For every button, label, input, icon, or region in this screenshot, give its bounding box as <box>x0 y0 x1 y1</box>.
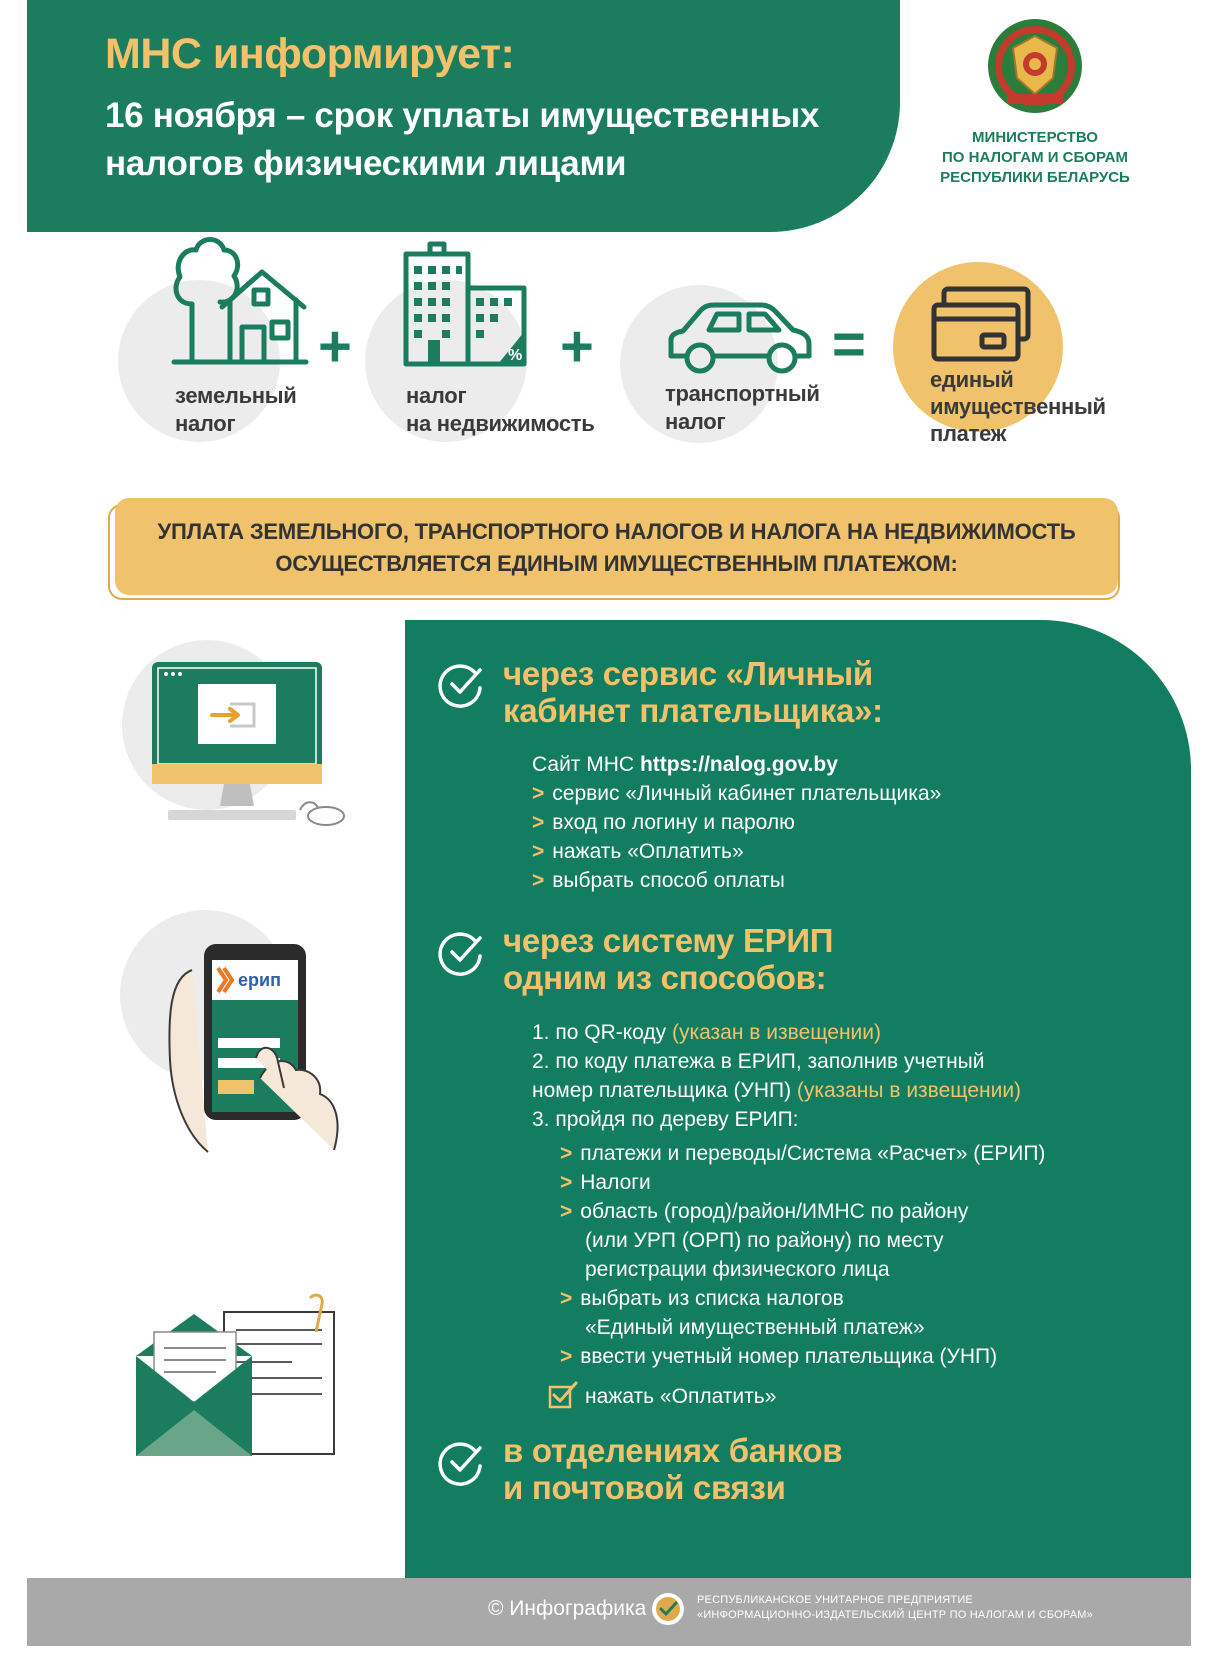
step-arrow: > <box>532 869 545 892</box>
erip-method-2-cont <box>532 1076 1021 1105</box>
footer-org-line-1: РЕСПУБЛИКАНСКОЕ УНИТАРНОЕ ПРЕДПРИЯТИЕ <box>697 1594 973 1606</box>
tree-arrow: > <box>560 1171 573 1194</box>
page-subtitle: 16 ноября – срок уплаты имущественных налогов физическими лицами <box>105 96 820 183</box>
erip-tree-text: выбрать из списка налогов <box>580 1287 844 1310</box>
erip-tree-text: Налоги <box>580 1171 651 1194</box>
erip-final-step: нажать «Оплатить» <box>585 1385 777 1408</box>
cabinet-title <box>503 655 883 729</box>
checkbox-icon <box>548 1381 578 1409</box>
check-circle-icon <box>438 1438 486 1486</box>
transport-tax-line-2: налог <box>665 409 726 434</box>
banner-line-2: ОСУЩЕСТВЛЯЕТСЯ ЕДИНЫМ ИМУЩЕСТВЕННЫМ ПЛАТЕЖОМ: <box>275 551 958 576</box>
erip-title-line-1: через систему ЕРИП <box>503 922 834 959</box>
car-icon <box>665 300 815 380</box>
plus-sign-2: + <box>560 314 594 379</box>
land-tax-line-2: налог <box>175 411 236 436</box>
land-tax-line-1: земельный <box>175 383 297 408</box>
property-tax-label <box>406 382 594 438</box>
step-arrow: > <box>532 782 545 805</box>
single-payment-line-2: имущественный <box>930 394 1106 419</box>
banks-title-line-2: и почтовой связи <box>503 1469 786 1506</box>
phone-icon <box>160 938 360 1160</box>
transport-tax-label <box>665 380 820 436</box>
transport-tax-line-1: транспортный <box>665 381 820 406</box>
erip-tree-item <box>560 1139 1045 1168</box>
cabinet-step-text: сервис «Личный кабинет плательщика» <box>552 782 942 805</box>
banks-title <box>503 1432 842 1506</box>
cabinet-title-line-2: кабинет плательщика»: <box>503 692 883 729</box>
erip-tree-item <box>560 1168 651 1197</box>
cabinet-step <box>532 837 744 866</box>
cabinet-step <box>532 779 941 808</box>
erip-tree-text: платежи и переводы/Система «Расчет» (ЕРИП) <box>580 1142 1046 1165</box>
tree-arrow: > <box>560 1345 573 1368</box>
publisher-logo-icon <box>651 1592 685 1626</box>
single-payment-line-3: платеж <box>930 421 1007 446</box>
erip-tree-item <box>560 1342 997 1371</box>
footer-org-line-2: «ИНФОРМАЦИОННО-ИЗДАТЕЛЬСКИЙ ЦЕНТР ПО НАЛОГАМ И СБОРАМ» <box>697 1609 1093 1621</box>
erip-tree-text: ввести учетный номер плательщика (УНП) <box>580 1345 998 1368</box>
plus-sign: + <box>318 314 352 379</box>
single-payment-line-1: единый <box>930 367 1014 392</box>
property-tax-line-1: налог <box>406 383 467 408</box>
tree-arrow: > <box>560 1200 573 1223</box>
site-prefix: Сайт МНС <box>532 753 640 776</box>
ministry-name <box>930 128 1140 188</box>
payment-card-icon <box>930 285 1032 365</box>
footer-organization <box>697 1593 1093 1623</box>
erip-title-line-2: одним из способов: <box>503 959 827 996</box>
erip-title <box>503 922 833 996</box>
erip-tree-text-cont: регистрации физического лица <box>585 1258 890 1281</box>
tree-arrow: > <box>560 1142 573 1165</box>
erip-method-1-text: 1. по QR-коду <box>532 1021 672 1044</box>
ministry-emblem-icon <box>985 16 1085 116</box>
erip-method-2: 2. по коду платежа в ЕРИП, заполнив учетный <box>532 1050 985 1073</box>
erip-tree-item <box>560 1284 844 1313</box>
erip-tree-text: область (город)/район/ИМНС по району <box>580 1200 969 1223</box>
cabinet-step-text: выбрать способ оплаты <box>552 869 785 892</box>
erip-method-2-note: (указаны в извещении) <box>796 1079 1022 1102</box>
cabinet-step <box>532 866 785 895</box>
svg-text:%: % <box>508 347 523 364</box>
step-arrow: > <box>532 840 545 863</box>
land-tax-label <box>175 382 297 438</box>
banks-title-line-1: в отделениях банков <box>503 1432 843 1469</box>
envelope-icon <box>132 1292 342 1462</box>
building-icon <box>400 240 530 368</box>
site-url-link[interactable]: https://nalog.gov.by <box>639 753 838 776</box>
page-title: МНС информирует: <box>105 30 515 78</box>
house-tree-icon <box>170 232 310 370</box>
cabinet-step-text: нажать «Оплатить» <box>552 840 744 863</box>
check-circle-icon <box>438 928 486 976</box>
check-circle-icon <box>438 660 486 708</box>
cabinet-title-line-1: через сервис «Личный <box>503 655 873 692</box>
erip-tree-text-cont: «Единый имущественный платеж» <box>585 1316 925 1339</box>
computer-icon <box>150 660 350 838</box>
property-tax-line-2: на недвижимость <box>406 411 595 436</box>
erip-method-1 <box>532 1018 881 1047</box>
banner-text <box>115 516 1118 580</box>
single-payment-label <box>930 366 1106 447</box>
erip-tree-item <box>560 1197 968 1226</box>
erip-method-1-note: (указан в извещении) <box>671 1021 882 1044</box>
erip-method-3: 3. пройдя по дереву ЕРИП: <box>532 1108 799 1131</box>
cabinet-step <box>532 808 795 837</box>
site-line <box>532 750 838 779</box>
erip-tree-text-cont: (или УРП (ОРП) по району) по месту <box>585 1229 944 1252</box>
cabinet-step-text: вход по логину и паролю <box>552 811 795 834</box>
footer-copyright: © Инфографика <box>488 1597 647 1620</box>
step-arrow: > <box>532 811 545 834</box>
ministry-line-1: МИНИСТЕРСТВО <box>972 129 1098 146</box>
ministry-line-2: ПО НАЛОГАМ И СБОРАМ <box>942 149 1128 166</box>
equals-sign: = <box>832 312 866 377</box>
erip-method-2-text: номер плательщика (УНП) <box>532 1079 797 1102</box>
erip-app-name: ерип <box>238 970 281 990</box>
ministry-line-3: РЕСПУБЛИКИ БЕЛАРУСЬ <box>940 169 1130 186</box>
tree-arrow: > <box>560 1287 573 1310</box>
banner-line-1: УПЛАТА ЗЕМЕЛЬНОГО, ТРАНСПОРТНОГО НАЛОГОВ И НАЛОГА НА НЕДВИЖИМОСТЬ <box>157 519 1076 544</box>
